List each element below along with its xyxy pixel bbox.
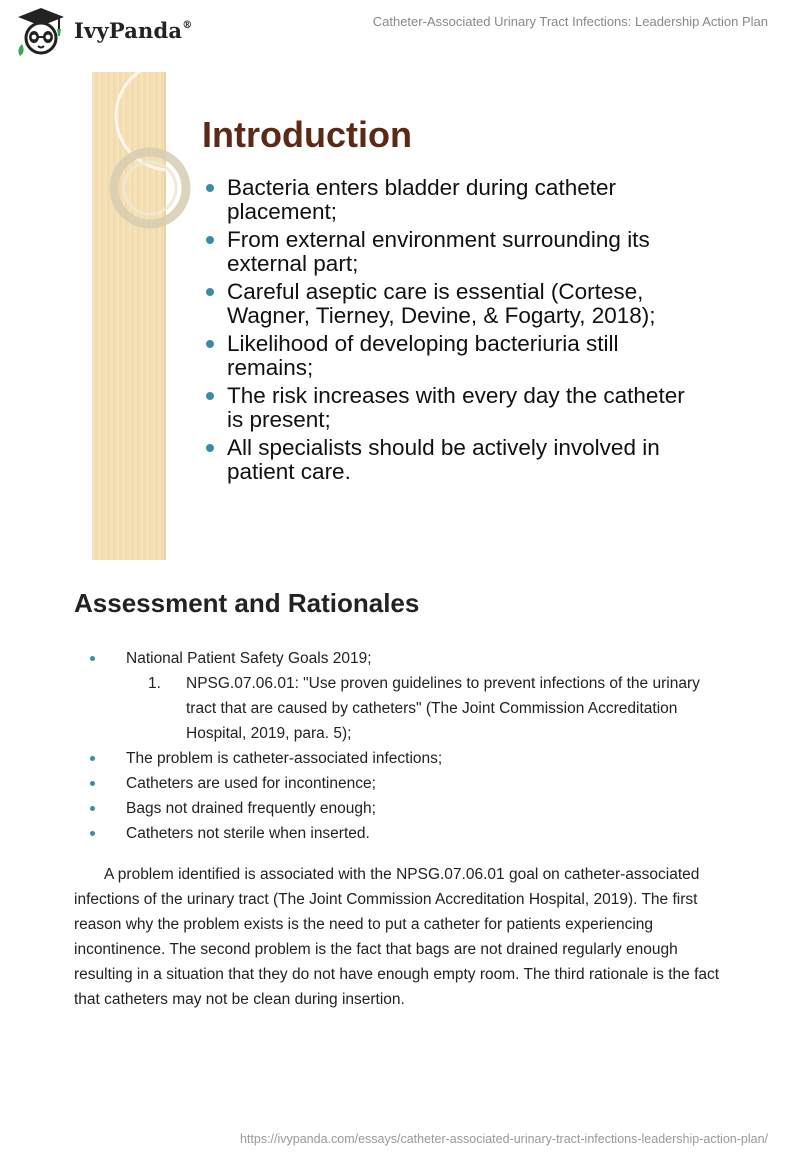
introduction-slide (92, 72, 712, 560)
bullet-dot-icon (90, 831, 95, 836)
list-item-text: Catheters not sterile when inserted. (126, 825, 370, 842)
list-item (74, 771, 734, 796)
bullet-dot-icon (206, 236, 214, 244)
bullet-dot-icon (206, 392, 214, 400)
decorative-rings-icon (92, 72, 212, 272)
list-item (74, 646, 734, 671)
slide-item-text: Likelihood of developing bacteriuria still remains; (227, 331, 619, 380)
bullet-dot-icon (90, 656, 95, 661)
bullet-dot-icon (90, 781, 95, 786)
list-item-text: National Patient Safety Goals 2019; (126, 650, 372, 667)
sub-item-text: NPSG.07.06.01: "Use proven guidelines to prevent infections of the urinary tract that are caused by catheters" (The Joint Commission Accreditation Hospital, 2019, para. 5); (186, 675, 700, 742)
slide-list-item (206, 280, 706, 328)
ivypanda-logo[interactable] (14, 6, 214, 56)
bullet-dot-icon (90, 756, 95, 761)
brand-name: IvyPanda (74, 18, 183, 43)
slide-item-text: All specialists should be actively involved in patient care. (227, 435, 660, 484)
slide-list-item (206, 436, 706, 484)
slide-item-text: The risk increases with every day the catheter is present; (227, 383, 685, 432)
source-url-link[interactable]: https://ivypanda.com/essays/catheter-associated-urinary-tract-infections-leadership-action-plan/ (239, 1132, 768, 1146)
slide-item-text: Bacteria enters bladder during catheter placement; (227, 175, 616, 224)
list-item-text: The problem is catheter-associated infections; (126, 750, 443, 767)
list-item (74, 821, 734, 846)
list-item-text: Bags not drained frequently enough; (126, 800, 376, 817)
list-item (74, 746, 734, 771)
slide-title: Introduction (202, 114, 412, 155)
panda-graduate-icon (14, 6, 68, 56)
bullet-dot-icon (206, 288, 214, 296)
slide-list-item (206, 332, 706, 380)
slide-list-item (206, 176, 706, 224)
slide-item-text: From external environment surrounding its external part; (227, 227, 650, 276)
numbered-sub-item (74, 671, 734, 746)
list-item (74, 796, 734, 821)
list-item-text: Catheters are used for incontinence; (126, 775, 376, 792)
bullet-dot-icon (206, 184, 214, 192)
registered-mark: ® (182, 20, 193, 31)
slide-bullet-list (206, 176, 706, 488)
bullet-dot-icon (90, 806, 95, 811)
slide-list-item (206, 228, 706, 276)
section-heading: Assessment and Rationales (74, 588, 420, 618)
page-header (0, 0, 800, 62)
sub-item-number: 1. (148, 675, 161, 692)
body-paragraph: A problem identified is associated with the NPSG.07.06.01 goal on catheter-associated infections of the urinary tract (The Joint Commission Accreditation Hospital, 2019). The first reason why the problem exists is the need to put a catheter for patients experiencing incontinence. The second problem is the fact that bags are not drained regularly enough resulting in a situation that they do not have enough empty room. The third rationale is the fact that catheters may not be clean during insertion. (74, 866, 720, 1008)
document-title: Catheter-Associated Urinary Tract Infections: Leadership Action Plan (372, 14, 768, 29)
slide-item-text: Careful aseptic care is essential (Cortese, Wagner, Tierney, Devine, & Fogarty, 2018); (227, 279, 656, 328)
bullet-dot-icon (206, 340, 214, 348)
bullet-dot-icon (206, 444, 214, 452)
assessment-bullet-list (74, 646, 734, 846)
slide-list-item (206, 384, 706, 432)
